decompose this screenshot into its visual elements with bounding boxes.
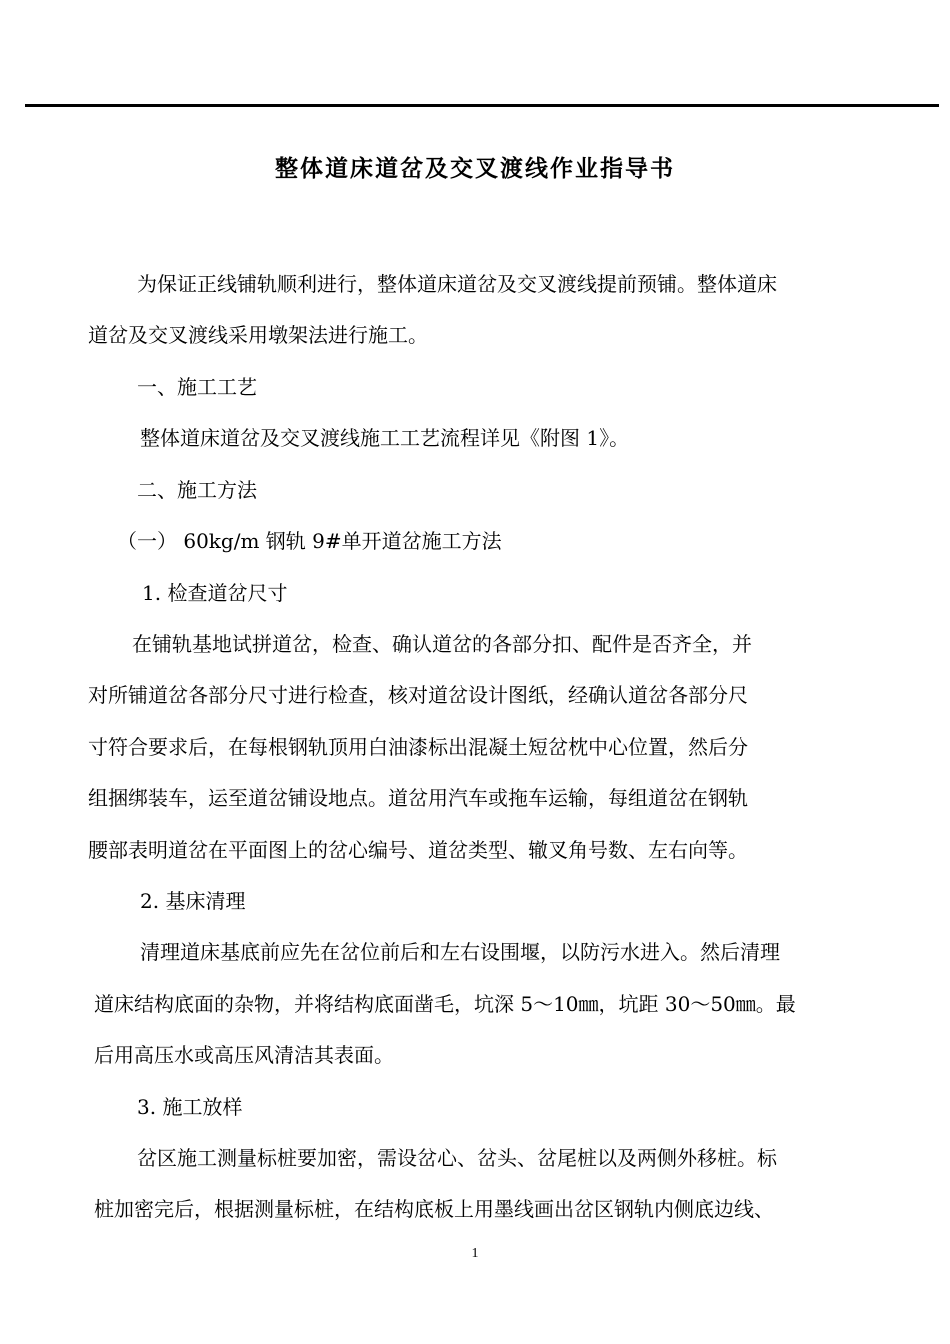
document-title: 整体道床道岔及交叉渡线作业指导书 [275, 156, 675, 182]
subsection-heading: （一） 60kg/m 钢轨 9#单开道岔施工方法 [117, 529, 502, 553]
item-heading: 3. 施工放样 [137, 1095, 243, 1119]
paragraph-line: 寸符合要求后，在每根钢轨顶用白油漆标出混凝土短岔枕中心位置，然后分 [88, 735, 748, 759]
section-heading: 一、施工工艺 [137, 375, 257, 399]
section-heading: 二、施工方法 [137, 478, 257, 502]
paragraph-line: 组捆绑装车，运至道岔铺设地点。道岔用汽车或拖车运输，每组道岔在钢轨 [88, 786, 748, 810]
paragraph-line: 后用高压水或高压风清洁其表面。 [94, 1043, 394, 1067]
paragraph-line: 腰部表明道岔在平面图上的岔心编号、道岔类型、辙叉角号数、左右向等。 [88, 838, 748, 862]
paragraph-line: 桩加密完后，根据测量标桩，在结构底板上用墨线画出岔区钢轨内侧底边线、 [94, 1197, 774, 1221]
paragraph-line: 整体道床道岔及交叉渡线施工工艺流程详见《附图 1》。 [140, 426, 630, 450]
paragraph-line: 在铺轨基地试拼道岔，检查、确认道岔的各部分扣、配件是否齐全，并 [132, 632, 752, 656]
page-number: 1 [471, 1246, 479, 1261]
paragraph-line: 道岔及交叉渡线采用墩架法进行施工。 [88, 323, 428, 347]
paragraph-line: 为保证正线铺轨顺利进行，整体道床道岔及交叉渡线提前预铺。整体道床 [137, 272, 777, 296]
paragraph-line: 道床结构底面的杂物，并将结构底面凿毛，坑深 5～10㎜，坑距 30～50㎜。最 [94, 992, 796, 1016]
header-rule [25, 104, 939, 107]
paragraph-line: 对所铺道岔各部分尺寸进行检查，核对道岔设计图纸，经确认道岔各部分尺 [88, 683, 748, 707]
item-heading: 2. 基床清理 [140, 889, 246, 913]
item-heading: 1. 检查道岔尺寸 [142, 581, 288, 605]
paragraph-line: 岔区施工测量标桩要加密，需设岔心、岔头、岔尾桩以及两侧外移桩。标 [137, 1146, 777, 1170]
paragraph-line: 清理道床基底前应先在岔位前后和左右设围堰，以防污水进入。然后清理 [140, 940, 780, 964]
